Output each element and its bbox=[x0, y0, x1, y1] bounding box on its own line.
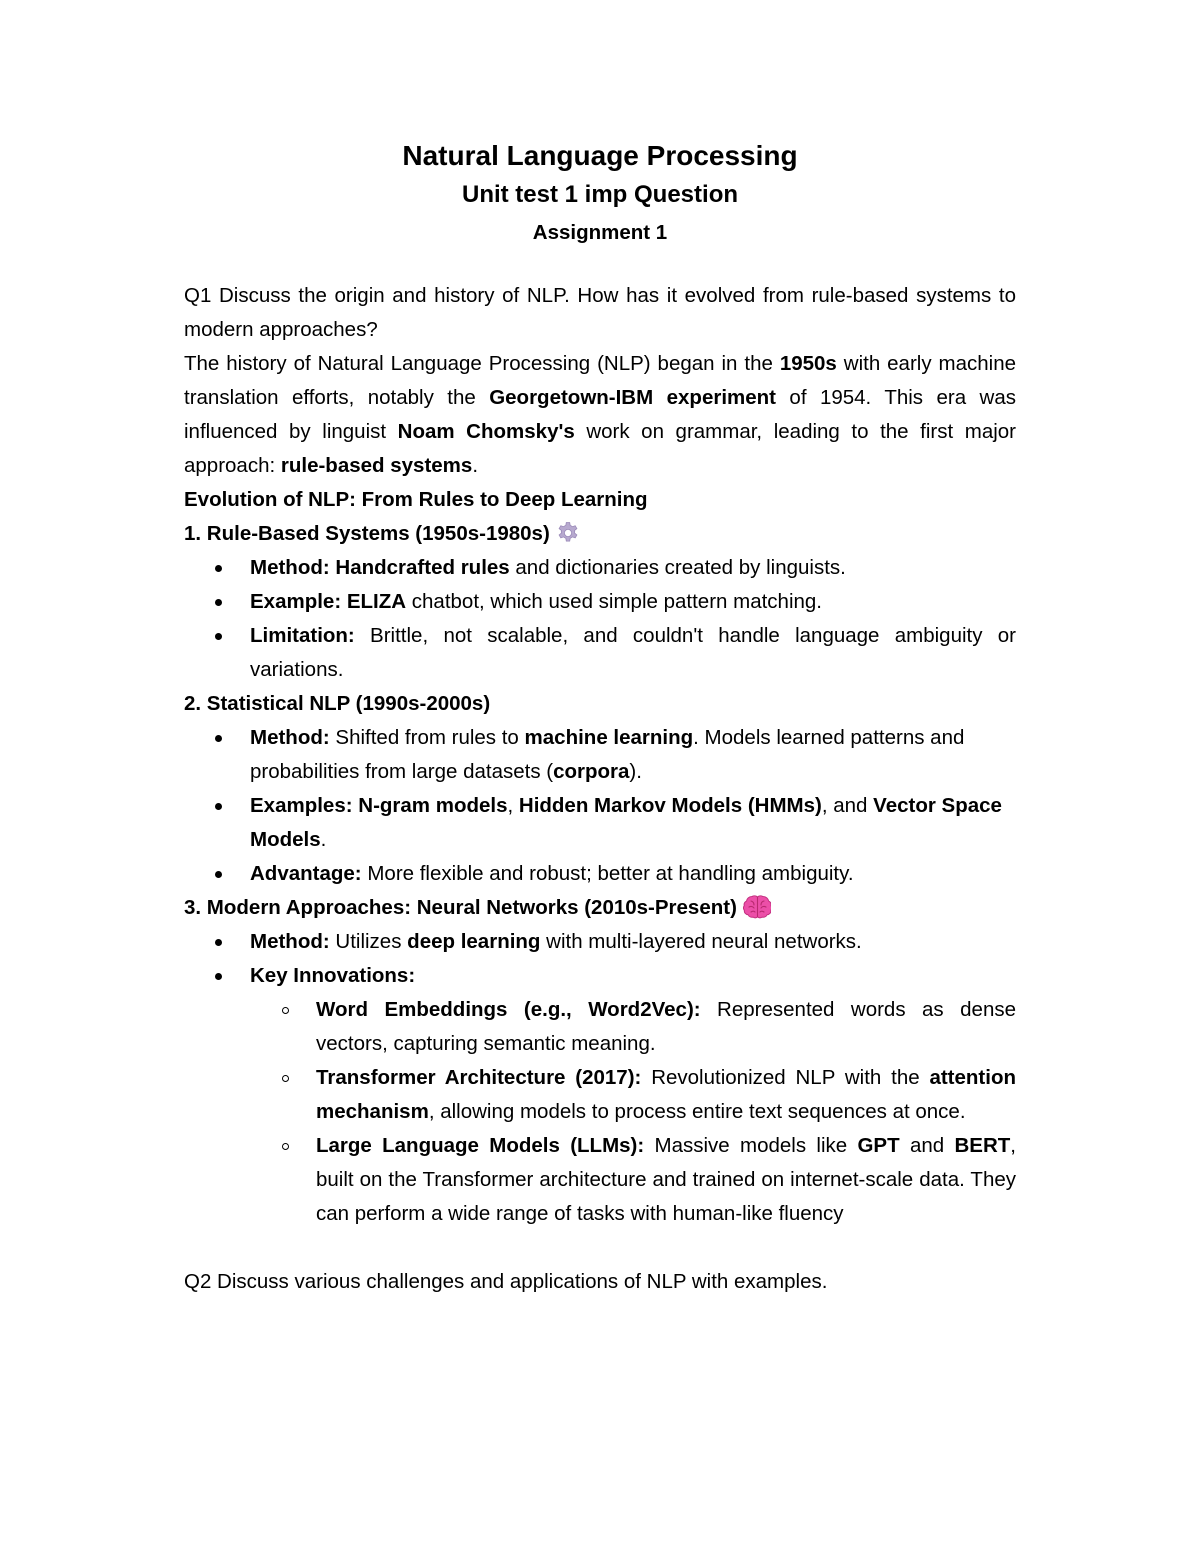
bullet-icon bbox=[215, 939, 222, 946]
item-bold: GPT bbox=[857, 1134, 900, 1157]
bullet-icon bbox=[215, 803, 222, 810]
item-bold: N-gram models bbox=[352, 794, 508, 817]
item-bold: deep learning bbox=[407, 930, 541, 953]
brain-icon bbox=[743, 894, 771, 920]
section-3-list bbox=[184, 925, 1016, 1231]
section-1-title: 1. Rule-Based Systems (1950s-1980s) bbox=[184, 522, 550, 545]
section-1-list bbox=[184, 551, 1016, 687]
item-label: Example: bbox=[250, 590, 342, 613]
intro-bold: 1950s bbox=[779, 352, 837, 375]
gear-icon bbox=[556, 521, 580, 545]
document-content bbox=[184, 137, 1016, 1299]
item-text: Represented words as dense vectors, capturing semantic meaning. bbox=[316, 998, 1016, 1055]
sub-list-item bbox=[184, 1129, 1016, 1231]
bullet-icon bbox=[215, 633, 222, 640]
item-text: Revolutionized NLP with the bbox=[641, 1066, 930, 1089]
intro-text: . bbox=[472, 454, 479, 477]
question-1: Q1 Discuss the origin and history of NLP. How has it evolved from rule-based systems to modern approaches? bbox=[184, 284, 1016, 341]
item-label: Method: bbox=[250, 726, 330, 749]
list-item bbox=[184, 619, 1016, 687]
item-bold: BERT bbox=[954, 1134, 1011, 1157]
item-bold: Vector Space Models bbox=[250, 794, 1002, 851]
item-label: Word Embeddings (e.g., Word2Vec): bbox=[316, 998, 701, 1021]
intro-text: The history of Natural Language Processing (NLP) began in the bbox=[184, 352, 780, 375]
list-item bbox=[184, 721, 1016, 789]
key-innovations-list bbox=[184, 993, 1016, 1231]
item-label: Advantage: bbox=[250, 862, 362, 885]
evolution-heading: Evolution of NLP: From Rules to Deep Learning bbox=[184, 488, 648, 511]
item-label: Limitation: bbox=[250, 624, 355, 647]
intro-bold: Noam Chomsky's bbox=[397, 420, 575, 443]
item-text: , allowing models to process entire text sequences at once. bbox=[428, 1100, 966, 1123]
item-text: . bbox=[320, 828, 327, 851]
list-item bbox=[184, 789, 1016, 857]
intro-text: with early machine translation efforts, notably the bbox=[184, 352, 1016, 409]
circle-bullet-icon bbox=[282, 1075, 289, 1082]
intro-text: of 1954. This era was influenced by linguist bbox=[184, 386, 1016, 443]
document-title: Natural Language Processing bbox=[402, 140, 798, 171]
list-item bbox=[184, 925, 1016, 959]
item-text: , and bbox=[821, 794, 874, 817]
item-label: Examples: bbox=[250, 794, 353, 817]
q1-intro-paragraph bbox=[184, 347, 1016, 483]
item-text: and bbox=[899, 1134, 955, 1157]
assignment-heading: Assignment 1 bbox=[532, 221, 668, 244]
circle-bullet-icon bbox=[282, 1143, 289, 1150]
section-3-title: 3. Modern Approaches: Neural Networks (2010s-Present) bbox=[184, 896, 737, 919]
question-2: Q2 Discuss various challenges and applications of NLP with examples. bbox=[184, 1270, 828, 1293]
bullet-icon bbox=[215, 599, 222, 606]
item-label: Method: bbox=[250, 556, 330, 579]
section-2-heading: 2. Statistical NLP (1990s-2000s) bbox=[184, 692, 491, 715]
item-text: Utilizes bbox=[329, 930, 408, 953]
item-label: Method: bbox=[250, 930, 330, 953]
item-text: Massive models like bbox=[644, 1134, 858, 1157]
intro-bold: rule-based systems bbox=[280, 454, 473, 477]
section-3-heading bbox=[184, 891, 1016, 925]
item-label: Transformer Architecture (2017): bbox=[316, 1066, 642, 1089]
item-bold: machine learning bbox=[524, 726, 694, 749]
item-text: . Models learned patterns and probabilities from large datasets ( bbox=[250, 726, 965, 783]
item-text: ). bbox=[629, 760, 642, 783]
list-item bbox=[184, 959, 1016, 1231]
bullet-icon bbox=[215, 973, 222, 980]
bullet-icon bbox=[215, 735, 222, 742]
sub-list-item bbox=[184, 1061, 1016, 1129]
section-2-list bbox=[184, 721, 1016, 891]
item-text: , built on the Transformer architecture and trained on internet-scale data. They can perform a wide range of tasks with human-like fluency bbox=[316, 1134, 1016, 1225]
intro-text: work on grammar, leading to the first major approach: bbox=[184, 420, 1016, 477]
item-bold: attention mechanism bbox=[316, 1066, 1016, 1123]
item-bold: Handcrafted rules bbox=[329, 556, 510, 579]
item-text: More flexible and robust; better at handling ambiguity. bbox=[361, 862, 854, 885]
bullet-icon bbox=[215, 565, 222, 572]
item-bold: Hidden Markov Models (HMMs) bbox=[518, 794, 822, 817]
intro-bold: Georgetown-IBM experiment bbox=[489, 386, 776, 409]
item-text: with multi-layered neural networks. bbox=[540, 930, 862, 953]
list-item bbox=[184, 551, 1016, 585]
sub-list-item bbox=[184, 993, 1016, 1061]
item-text: and dictionaries created by linguists. bbox=[509, 556, 846, 579]
document-subtitle: Unit test 1 imp Question bbox=[461, 181, 739, 208]
item-text: Shifted from rules to bbox=[329, 726, 525, 749]
item-text: , bbox=[507, 794, 519, 817]
circle-bullet-icon bbox=[282, 1007, 289, 1014]
item-text: Brittle, not scalable, and couldn't handle language ambiguity or variations. bbox=[250, 624, 1016, 681]
list-item bbox=[184, 857, 1016, 891]
item-bold: ELIZA bbox=[341, 590, 407, 613]
section-1-heading bbox=[184, 517, 1016, 551]
item-label: Large Language Models (LLMs): bbox=[316, 1134, 645, 1157]
item-text: chatbot, which used simple pattern matching. bbox=[406, 590, 822, 613]
list-item bbox=[184, 585, 1016, 619]
bullet-icon bbox=[215, 871, 222, 878]
item-label: Key Innovations: bbox=[250, 964, 416, 987]
item-bold: corpora bbox=[553, 760, 630, 783]
